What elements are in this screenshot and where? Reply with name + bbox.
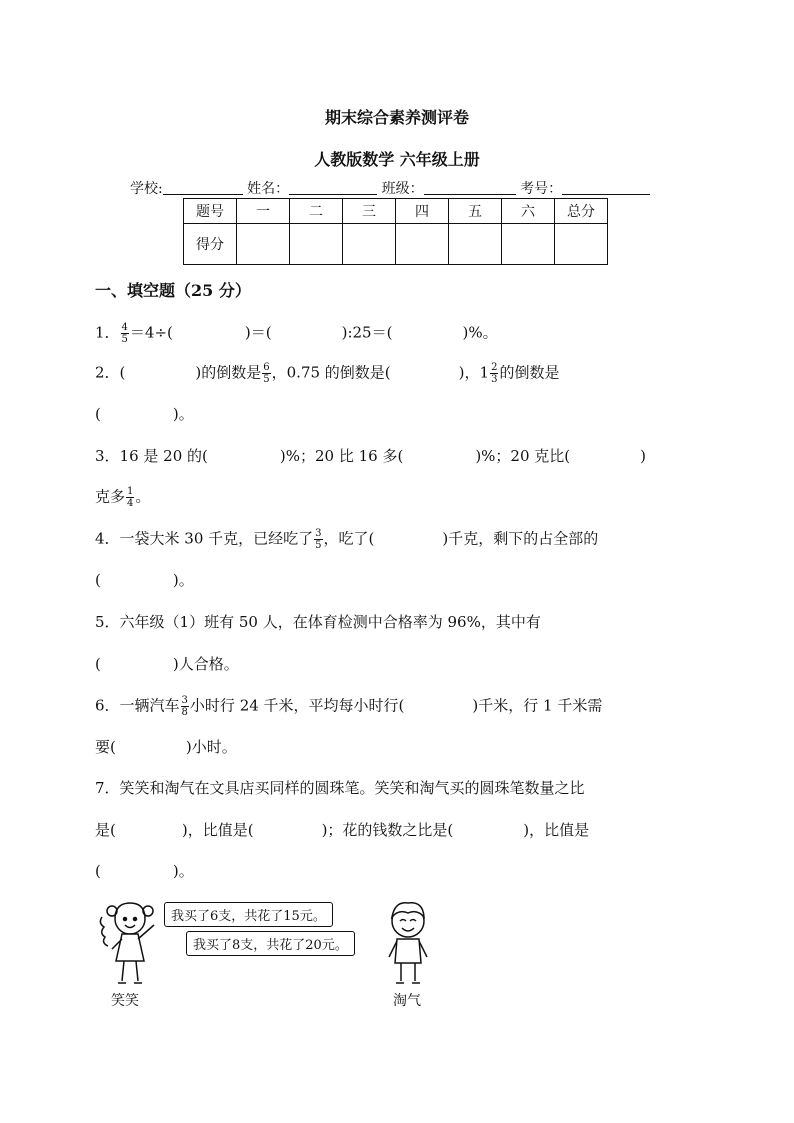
question-7-cont bbox=[95, 820, 589, 840]
q-text: 小时行 24 千米，平均每小时行( bbox=[189, 696, 405, 715]
score-table-header-cell: 三 bbox=[343, 199, 396, 224]
fraction bbox=[490, 362, 498, 385]
score-input-cell[interactable] bbox=[290, 224, 343, 265]
q-text: 4．一袋大米 30 千克，已经吃了 bbox=[95, 529, 314, 548]
question-3-cont bbox=[95, 486, 150, 509]
question-2 bbox=[95, 362, 559, 385]
fraction-numerator: 3 bbox=[315, 528, 322, 539]
q-text: 3．16 是 20 的( bbox=[95, 447, 208, 465]
score-table-header-cell: 五 bbox=[449, 199, 502, 224]
score-table-header-row bbox=[184, 199, 608, 224]
q-text: 要( bbox=[95, 738, 116, 756]
score-input-cell[interactable] bbox=[449, 224, 502, 265]
fraction-numerator: 1 bbox=[127, 486, 134, 497]
q-text: ( bbox=[95, 862, 101, 880]
score-input-cell[interactable] bbox=[555, 224, 608, 265]
q-text: )的倒数是 bbox=[195, 363, 262, 382]
girl-name-label: 笑笑 bbox=[111, 993, 139, 1009]
q-text: )千米，行 1 千米需 bbox=[472, 696, 603, 715]
speech-bubble-girl: 我买了6支，共花了15元。 bbox=[164, 902, 333, 927]
score-input-cell[interactable] bbox=[343, 224, 396, 265]
q-text: ＝4÷( bbox=[129, 323, 173, 342]
school-blank[interactable] bbox=[163, 180, 243, 195]
page-title: 期末综合素养测评卷 bbox=[324, 108, 469, 127]
fraction-denominator: 5 bbox=[121, 334, 128, 345]
student-info-line bbox=[130, 178, 650, 198]
school-label: 学校: bbox=[130, 181, 163, 197]
fraction bbox=[181, 695, 189, 718]
name-blank[interactable] bbox=[289, 180, 377, 195]
score-table-header-cell: 二 bbox=[290, 199, 343, 224]
q-text: ，0.75 的倒数是( bbox=[271, 363, 391, 382]
q-text: )＝( bbox=[244, 323, 272, 342]
question-7-cont2 bbox=[95, 861, 194, 881]
q-text: ):25＝( bbox=[341, 323, 393, 342]
class-blank[interactable] bbox=[424, 180, 516, 195]
score-label-cell: 得分 bbox=[184, 224, 237, 265]
girl-illustration bbox=[92, 895, 162, 990]
q-text: ，吃了( bbox=[323, 529, 375, 548]
q-text: 1． bbox=[95, 323, 120, 342]
score-table-header-cell: 总分 bbox=[555, 199, 608, 224]
score-input-cell[interactable] bbox=[502, 224, 555, 265]
fraction-numerator: 3 bbox=[181, 695, 188, 706]
q-text: 6．一辆汽车 bbox=[95, 696, 180, 715]
score-table-header-cell: 题号 bbox=[184, 199, 237, 224]
q-text: )。 bbox=[172, 571, 194, 589]
boy-illustration bbox=[383, 897, 433, 987]
fraction-denominator: 4 bbox=[127, 498, 134, 509]
q-text: )%。 bbox=[462, 323, 498, 342]
exam-no-blank[interactable] bbox=[562, 180, 650, 195]
question-1 bbox=[95, 322, 498, 345]
question-6 bbox=[95, 695, 602, 718]
q-text: 克多 bbox=[95, 487, 126, 506]
q-text: 7．笑笑和淘气在文具店买同样的圆珠笔。笑笑和淘气买的圆珠笔数量之比 bbox=[95, 779, 585, 797]
question-5-cont bbox=[95, 654, 239, 674]
section-heading: 一、填空题（25 分） bbox=[95, 281, 251, 300]
q-text: 。 bbox=[135, 487, 151, 506]
question-4-cont bbox=[95, 570, 194, 590]
fraction bbox=[126, 486, 134, 509]
q-text: )；花的钱数之比是( bbox=[321, 821, 454, 839]
fraction-denominator: 8 bbox=[181, 707, 188, 718]
class-label: 班级： bbox=[381, 181, 424, 197]
score-table bbox=[183, 198, 608, 265]
q-text: )%；20 比 16 多( bbox=[279, 447, 404, 465]
q-text: 5．六年级（1）班有 50 人，在体育检测中合格率为 96%，其中有 bbox=[95, 613, 541, 631]
q-text: )人合格。 bbox=[172, 655, 239, 673]
q-text: ( bbox=[95, 571, 101, 589]
q-text: )，1 bbox=[458, 363, 490, 382]
fraction-numerator: 4 bbox=[121, 322, 128, 333]
q-text: ) bbox=[640, 447, 646, 465]
question-4 bbox=[95, 528, 598, 551]
q-text: )。 bbox=[172, 405, 194, 423]
q-text: 是( bbox=[95, 821, 116, 839]
fraction-denominator: 5 bbox=[263, 374, 270, 385]
score-table-score-row bbox=[184, 224, 608, 265]
boy-name-label: 淘气 bbox=[393, 993, 421, 1009]
q-text: )千克，剩下的占全部的 bbox=[442, 529, 599, 548]
q-text: )，比值是 bbox=[523, 821, 590, 839]
q-text: )%；20 克比( bbox=[475, 447, 571, 465]
question-3 bbox=[95, 446, 646, 466]
q-text: )小时。 bbox=[185, 738, 237, 756]
q-text: )。 bbox=[172, 862, 194, 880]
fraction-numerator: 2 bbox=[491, 362, 498, 373]
score-table-header-cell: 四 bbox=[396, 199, 449, 224]
score-table-header-cell: 六 bbox=[502, 199, 555, 224]
page-subtitle: 人教版数学 六年级上册 bbox=[314, 150, 480, 169]
q-text: 2．( bbox=[95, 363, 126, 382]
question-6-cont bbox=[95, 737, 237, 757]
fraction-denominator: 3 bbox=[491, 374, 498, 385]
score-table-header-cell: 一 bbox=[237, 199, 290, 224]
fraction bbox=[314, 528, 322, 551]
q-text: ( bbox=[95, 655, 101, 673]
q-text: 的倒数是 bbox=[499, 363, 560, 382]
question-2-cont bbox=[95, 404, 194, 424]
fraction-numerator: 6 bbox=[263, 362, 270, 373]
name-label: 姓名： bbox=[247, 181, 290, 197]
speech-bubble-boy: 我买了8支，共花了20元。 bbox=[186, 931, 355, 956]
q-text: ( bbox=[95, 405, 101, 423]
q-text: )，比值是( bbox=[181, 821, 254, 839]
question-5 bbox=[95, 612, 541, 632]
score-input-cell[interactable] bbox=[396, 224, 449, 265]
question-7 bbox=[95, 778, 585, 798]
fraction bbox=[121, 322, 129, 345]
exam-no-label: 考号： bbox=[520, 181, 563, 197]
fraction-denominator: 5 bbox=[315, 540, 322, 551]
fraction bbox=[262, 362, 270, 385]
score-input-cell[interactable] bbox=[237, 224, 290, 265]
